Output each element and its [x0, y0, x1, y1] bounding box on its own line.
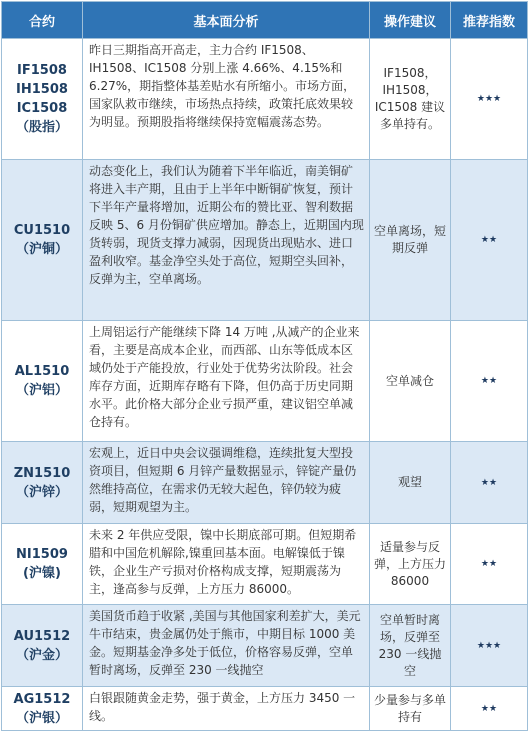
contract-category: （股指） — [15, 120, 68, 135]
contract-cell — [2, 442, 83, 524]
table-row — [2, 442, 528, 524]
contract-code: AU1512 — [13, 628, 71, 644]
rating-stars: ★★★ — [451, 39, 528, 160]
analysis-cell: 未来 2 年供应受限，镍中长期底部可期。但短期希腊和中国危机解除,镍重回基本面。电解镍低于镍铁，企业生产亏损对价格构成支撑，短期震荡为主，逢高参与反弹，上方压力 86000。 — [83, 524, 370, 605]
advice-cell: 适量参与反弹，上方压力 86000 — [370, 524, 451, 605]
contract-category: （沪铜） — [15, 242, 68, 257]
contract-category: （沪金） — [15, 647, 68, 663]
rating-stars: ★★★ — [451, 605, 528, 687]
contract-code: IH1508 — [16, 82, 68, 97]
table-row — [2, 524, 528, 605]
advice-cell: 少量参与多单持有 — [370, 687, 451, 731]
rating-stars: ★★ — [451, 687, 528, 731]
table-row — [2, 39, 528, 160]
table-row — [2, 321, 528, 442]
contract-category: (沪镍) — [23, 566, 61, 581]
contract-category: （沪银） — [15, 710, 68, 726]
strategy-table — [1, 1, 528, 731]
header-advice: 操作建议 — [370, 2, 451, 39]
header-row — [2, 2, 528, 39]
advice-cell: IF1508，IH1508，IC1508 建议多单持有。 — [370, 39, 451, 160]
contract-code: IF1508 — [17, 63, 67, 78]
contract-cell — [2, 39, 83, 160]
rating-stars: ★★ — [451, 442, 528, 524]
analysis-cell: 白银跟随黄金走势，强于黄金，上方压力 3450 一线。 — [83, 687, 370, 731]
contract-code: NI1509 — [16, 547, 68, 562]
header-analysis: 基本面分析 — [83, 2, 370, 39]
advice-cell: 观望 — [370, 442, 451, 524]
analysis-cell: 昨日三期指高开高走，主力合约 IF1508、IH1508、IC1508 分别上涨 4.66%、4.15%和 6.27%，期指整体基差贴水有所缩小。市场方面，国家队救市继续，市场热点持续，政策托底效果较为明显。预期股指将继续保持宽幅震荡态势。 — [83, 39, 370, 160]
contract-category: （沪铝） — [15, 383, 68, 398]
contract-code: AG1512 — [13, 691, 71, 707]
contract-cell — [2, 687, 83, 731]
contract-code: CU1510 — [13, 223, 71, 238]
contract-code: ZN1510 — [13, 465, 71, 481]
table-row — [2, 605, 528, 687]
contract-cell — [2, 160, 83, 321]
rating-stars: ★★ — [451, 524, 528, 605]
header-rating: 推荐指数 — [451, 2, 528, 39]
contract-cell — [2, 321, 83, 442]
table-row — [2, 687, 528, 731]
contract-cell — [2, 605, 83, 687]
advice-cell: 空单离场，短期反弹 — [370, 160, 451, 321]
contract-code: IC1508 — [16, 101, 68, 116]
analysis-cell: 宏观上，近日中央会议强调维稳，连续批复大型投资项目，但短期 6 月锌产量数据显示，锌锭产量仍然维持高位，在需求仍无较大起色，锌仍较为疲弱，短期观望为主。 — [83, 442, 370, 524]
header-contract: 合约 — [2, 2, 83, 39]
analysis-cell: 美国货币趋于收紧 ,美国与其他国家利差扩大，美元牛市结束，贵金属仍处于熊市，中期目标 1000 美金。短期基金净多处于低位，价格容易反弹，空单暂时离场，反弹至 230 一线抛空 — [83, 605, 370, 687]
contract-cell — [2, 524, 83, 605]
contract-code: AL1510 — [14, 364, 70, 379]
analysis-cell: 上周铝运行产能继续下降 14 万吨 ,从减产的企业来看，主要是高成本企业，而西部、山东等低成本区域仍处于产能投放，行业处于优势劣汰阶段。社会库存方面，近期库存略有下降，但仍高于历史同期水平。此价格大部分企业亏损严重，建议铝空单减仓持有。 — [83, 321, 370, 442]
rating-stars: ★★ — [451, 160, 528, 321]
analysis-cell: 动态变化上，我们认为随着下半年临近，南美铜矿将进入丰产期，且由于上半年中断铜矿恢复，预计下半年产量将增加，近期公布的赞比亚、智利数据反映 5、6 月份铜矿供应增加。静态上，近期国内现货转弱，现货支撑力减弱，因现货出现贴水、进口盈利收窄。基金净空头处于高位，短期空头回补，反弹为主，空单离场。 — [83, 160, 370, 321]
contract-category: （沪锌） — [15, 484, 68, 500]
advice-cell: 空单减仓 — [370, 321, 451, 442]
rating-stars: ★★ — [451, 321, 528, 442]
advice-cell: 空单暂时离场，反弹至 230 一线抛空 — [370, 605, 451, 687]
table-row — [2, 160, 528, 321]
